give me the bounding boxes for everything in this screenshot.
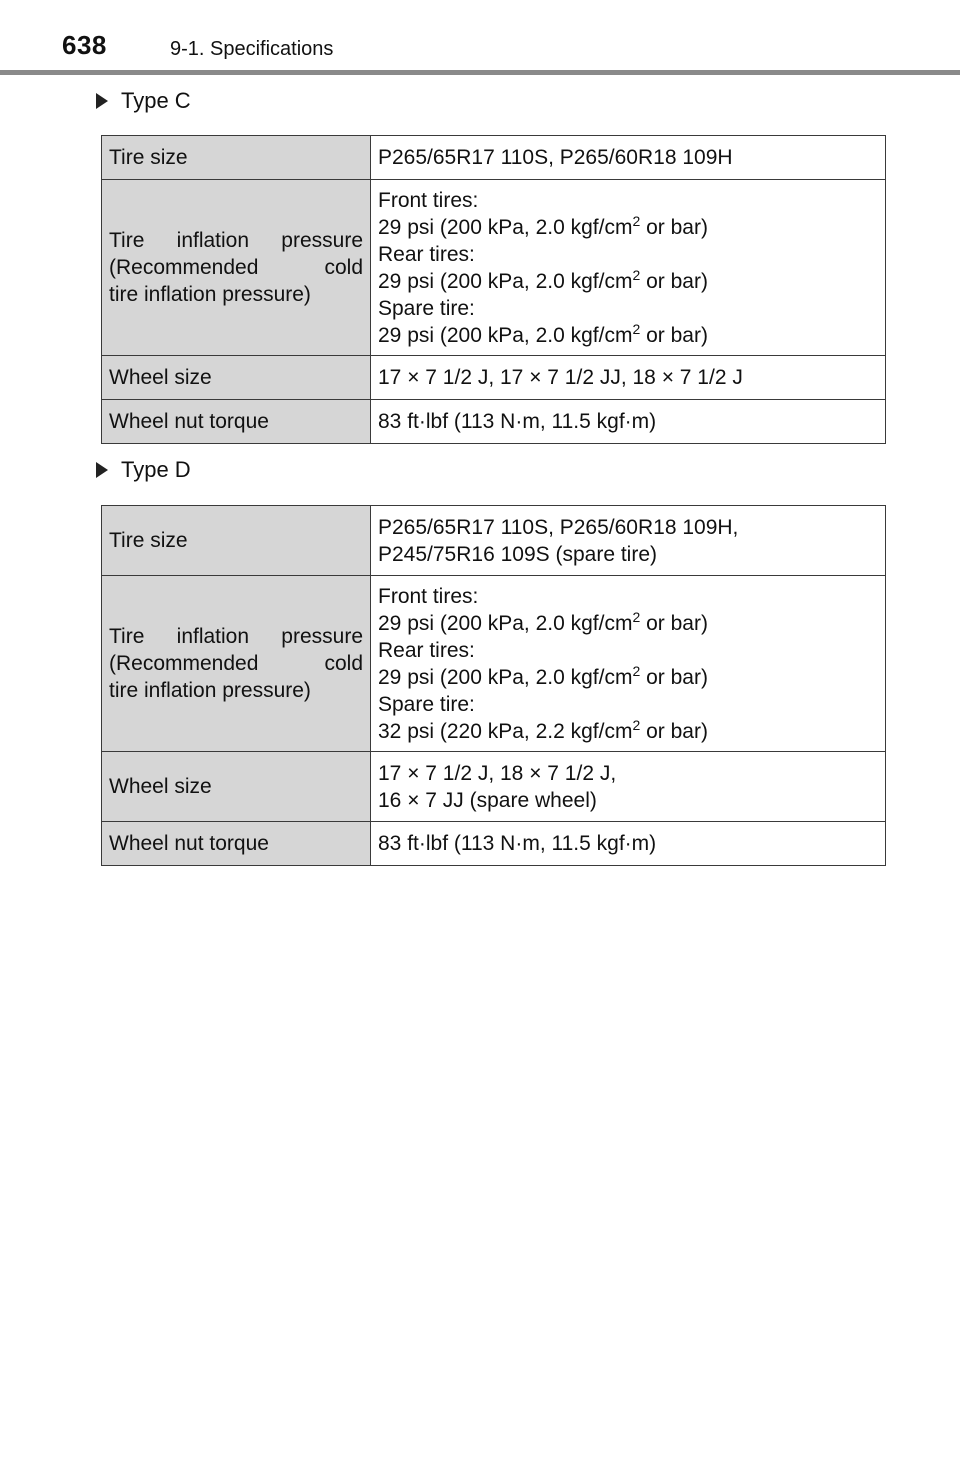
type-c-heading-text: Type C — [121, 88, 191, 113]
header-divider — [0, 70, 960, 75]
spare-tire-label: Spare tire: — [378, 692, 475, 716]
tire-size-label: Tire size — [102, 506, 371, 576]
table-row — [102, 180, 886, 356]
rear-tires-pressure: 29 psi (200 kPa, 2.0 kgf/$cm^2$ or bar) — [378, 662, 708, 689]
rear-tires-label: Rear tires: — [378, 638, 475, 662]
rear-tires-pressure: 29 psi (200 kPa, 2.0 kgf/$cm^2$ or bar) — [378, 266, 708, 293]
label-line: (Recommended cold — [109, 652, 363, 675]
tire-size-label: Tire size — [102, 136, 371, 180]
wheel-size-label: Wheel size — [102, 752, 371, 822]
page-header — [0, 0, 960, 76]
wheel-size-label: Wheel size — [102, 356, 371, 400]
table-row — [102, 506, 886, 576]
front-tires-label: Front tires: — [378, 188, 479, 212]
tire-size-line: P265/65R17 110S, P265/60R18 109H, — [378, 515, 739, 539]
tire-size-line: P245/75R16 109S (spare tire) — [378, 542, 657, 566]
wheel-size-value — [371, 752, 886, 822]
type-d-heading — [96, 457, 191, 483]
tire-size-value: P265/65R17 110S, P265/60R18 109H — [371, 136, 886, 180]
wheel-nut-torque-label: Wheel nut torque — [102, 822, 371, 866]
table-row — [102, 400, 886, 444]
type-c-heading — [96, 88, 191, 114]
wheel-nut-torque-label: Wheel nut torque — [102, 400, 371, 444]
label-line: Tire inflation pressure — [109, 229, 363, 252]
table-row — [102, 752, 886, 822]
wheel-size-line: 16 × 7 JJ (spare wheel) — [378, 788, 597, 812]
tire-size-value — [371, 506, 886, 576]
type-c-spec-table — [101, 135, 886, 444]
wheel-size-value: 17 × 7 1/2 J, 17 × 7 1/2 JJ, 18 × 7 1/2 J — [371, 356, 886, 400]
tire-inflation-label — [102, 180, 371, 356]
type-d-spec-table — [101, 505, 886, 866]
front-tires-label: Front tires: — [378, 584, 479, 608]
arrow-right-icon — [96, 462, 108, 478]
label-line: tire inflation pressure) — [109, 283, 311, 306]
section-title: 9-1. Specifications — [170, 38, 334, 60]
tire-inflation-value — [371, 576, 886, 752]
spare-tire-pressure: 32 psi (220 kPa, 2.2 kgf/$cm^2$ or bar) — [378, 716, 708, 743]
label-line: Tire inflation pressure — [109, 625, 363, 648]
table-row — [102, 136, 886, 180]
table-row — [102, 822, 886, 866]
arrow-right-icon — [96, 93, 108, 109]
rear-tires-label: Rear tires: — [378, 242, 475, 266]
table-row — [102, 576, 886, 752]
label-line: (Recommended cold — [109, 256, 363, 279]
wheel-size-line: 17 × 7 1/2 J, 18 × 7 1/2 J, — [378, 761, 617, 785]
page-number: 638 — [62, 30, 107, 60]
tire-inflation-label — [102, 576, 371, 752]
spare-tire-pressure: 29 psi (200 kPa, 2.0 kgf/$cm^2$ or bar) — [378, 320, 708, 347]
wheel-nut-torque-value: 83 ft·lbf (113 N·m, 11.5 kgf·m) — [371, 400, 886, 444]
table-row — [102, 356, 886, 400]
label-line: tire inflation pressure) — [109, 679, 311, 702]
wheel-nut-torque-value: 83 ft·lbf (113 N·m, 11.5 kgf·m) — [371, 822, 886, 866]
spare-tire-label: Spare tire: — [378, 296, 475, 320]
front-tires-pressure: 29 psi (200 kPa, 2.0 kgf/$cm^2$ or bar) — [378, 212, 708, 239]
front-tires-pressure: 29 psi (200 kPa, 2.0 kgf/$cm^2$ or bar) — [378, 608, 708, 635]
type-d-heading-text: Type D — [121, 457, 191, 482]
tire-inflation-value — [371, 180, 886, 356]
